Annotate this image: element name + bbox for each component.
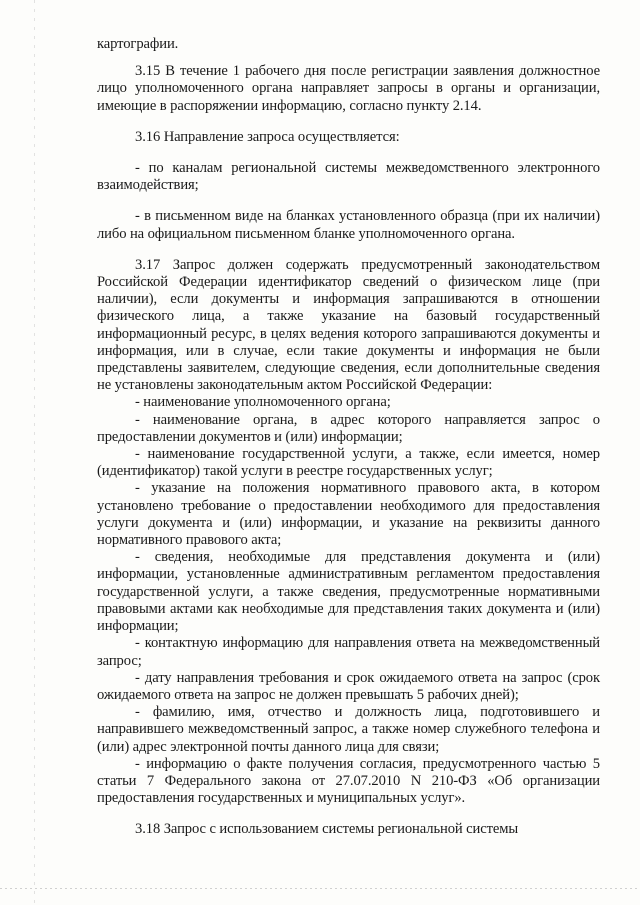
list-item-required-info: - сведения, необходимые для представления документа и (или) информации, установленные административным регламентом предоставления государственной услуги, а также сведения, предусмотренные нормативными правовыми актами как необходимые для представления таких документа и (или) информации; <box>97 549 600 635</box>
list-item-legal-act: - указание на положения нормативного правового акта, в котором установлено требование о предоставлении необходимого для предоставления услуги документа и (или) информации, и указание на реквизиты данного нормативного правового акта; <box>97 480 600 549</box>
list-item-regional-system: - по каналам региональной системы межведомственного электронного взаимодействия; <box>97 160 600 194</box>
list-item-written-form: - в письменном виде на бланках установленного образца (при их наличии) либо на официальном письменном бланке уполномоченного органа. <box>97 208 600 242</box>
list-item-authority-name: - наименование уполномоченного органа; <box>135 394 391 411</box>
paragraph-3-17: 3.17 Запрос должен содержать предусмотренный законодательством Российской Федерации идентификатор сведений о физическом лице (при наличии), если документы и информация запрашиваются в отношении физического лица, а также указание на базовый государственный информационный ресурс, в целях ведения которого запрашиваются документы и информация, или в случае, если такие документы и информация не были представлены заявителем, следующие сведения, если дополнительные сведения не установлены законодательным актом Российской Федерации: <box>97 256 600 394</box>
list-item-service-name: - наименование государственной услуги, а также, если имеется, номер (идентификатор) такой услуги в реестре государственных услуг; <box>97 446 600 480</box>
scan-bottom-line <box>0 888 640 889</box>
list-item-recipient-name: - наименование органа, в адрес которого направляется запрос о предоставлении документов и (или) информации; <box>97 411 600 445</box>
paragraph-3-18: 3.18 Запрос с использованием системы региональной системы <box>135 821 519 838</box>
paragraph-3-15: 3.15 В течение 1 рабочего дня после регистрации заявления должностное лицо уполномоченного органа направляет запросы в органы и организации, имеющие в распоряжении информацию, согласно пункту 2.14. <box>97 63 600 114</box>
list-item-consent-info: - информацию о факте получения согласия, предусмотренного частью 5 статьи 7 Федерального закона от 27.07.2010 N 210-ФЗ «Об организации предоставления государственных и муниципальных услуг». <box>97 755 600 807</box>
document-body <box>97 36 600 839</box>
list-item-contact-info: - контактную информацию для направления ответа на межведомственный запрос; <box>97 635 600 669</box>
list-item-responsible-person: - фамилию, имя, отчество и должность лица, подготовившего и направившего межведомственный запрос, а также номер служебного телефона и (или) адрес электронной почты данного лица для связи; <box>97 704 600 755</box>
paragraph-continuation: картографии. <box>97 36 179 52</box>
paragraph-3-16: 3.16 Направление запроса осуществляется: <box>135 128 400 145</box>
list-item-request-date: - дату направления требования и срок ожидаемого ответа на запрос (срок ожидаемого ответа на запрос не должен превышать 5 рабочих дней); <box>97 669 600 703</box>
scan-margin-line <box>34 0 35 905</box>
